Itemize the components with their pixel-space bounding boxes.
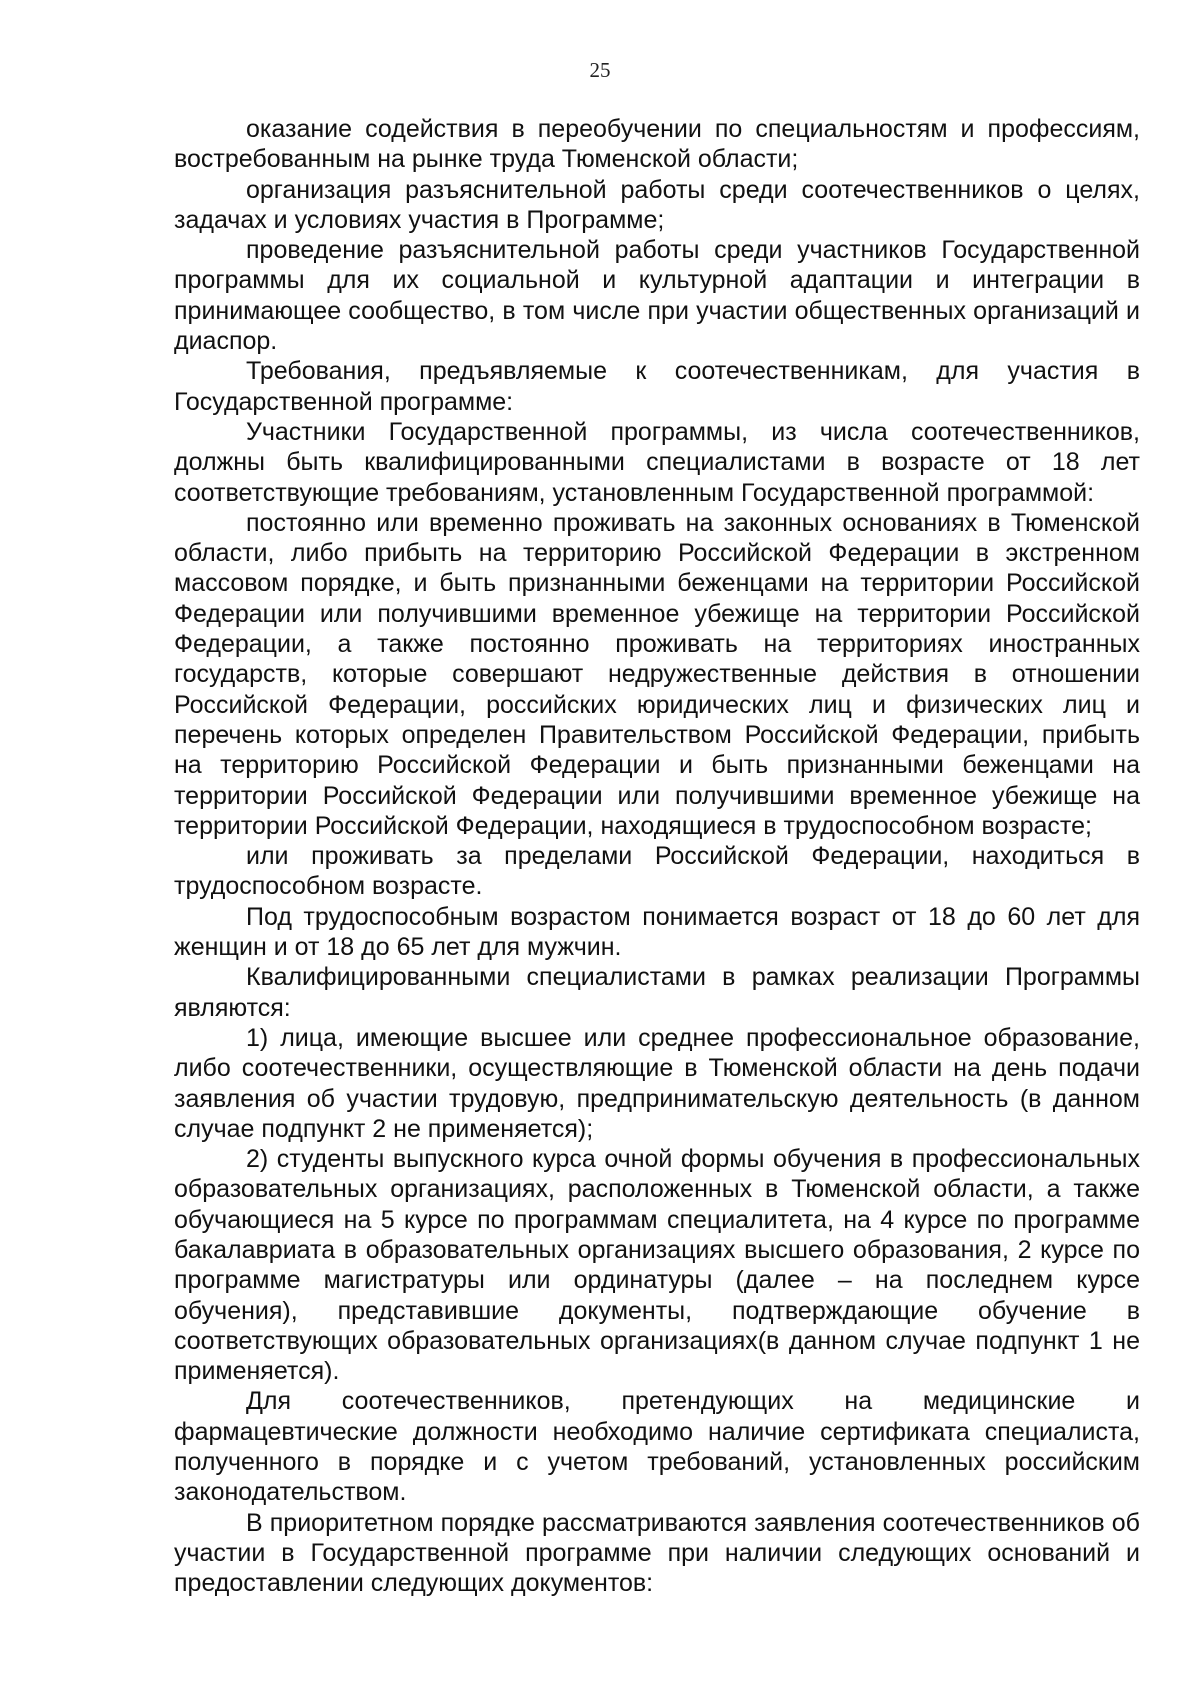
paragraph-requirements-heading: Требования, предъявляемые к соотечественникам, для участия в Государственной программе: bbox=[174, 357, 1140, 416]
paragraph-retraining-assistance: оказание содействия в переобучении по специальностям и профессиям, востребованным на рынке труда Тюменской области; bbox=[174, 115, 1140, 174]
document-body bbox=[174, 114, 1140, 1599]
paragraph-explanatory-work-compatriots: организация разъяснительной работы среди соотечественников о целях, задачах и условиях участия в Программе; bbox=[174, 175, 1140, 234]
paragraph-qualified-specialists-heading: Квалифицированными специалистами в рамках реализации Программы являются: bbox=[174, 963, 1140, 1022]
paragraph-medical-certificate: Для соотечественников, претендующих на медицинские и фармацевтические должности необходимо наличие сертификата специалиста, полученного в порядке и с учетом требований, установленных российским законодательством. bbox=[174, 1387, 1140, 1507]
paragraph-item-1: 1) лица, имеющие высшее или среднее профессиональное образование, либо соотечественники, осуществляющие в Тюменской области на день подачи заявления об участии трудовую, предпринимательскую деятельность (в данном случае подпункт 2 не применяется); bbox=[174, 1023, 1140, 1143]
paragraph-residence-conditions: постоянно или временно проживать на законных основаниях в Тюменской области, либо прибыть на территорию Российской Федерации в экстренном массовом порядке, и быть признанными беженцами на территории Российской Федерации или получившими временное убежище на территории Российской Федерации, а также постоянно проживать на территориях иностранных государств, которые совершают недружественные действия в отношении Российской Федерации, российских юридических лиц и физических лиц и перечень которых определен Правительством Российской Федерации, прибыть на территорию Российской Федерации и быть признанными беженцами на территории Российской Федерации или получившими временное убежище на территории Российской Федерации, находящиеся в трудоспособном возрасте; bbox=[174, 508, 1140, 840]
paragraph-priority-consideration: В приоритетном порядке рассматриваются заявления соотечественников об участии в Государственной программе при наличии следующих оснований и предоставлении следующих документов: bbox=[174, 1508, 1140, 1598]
paragraph-residence-abroad: или проживать за пределами Российской Федерации, находиться в трудоспособном возрасте. bbox=[174, 842, 1140, 901]
paragraph-participants-qualification: Участники Государственной программы, из числа соотечественников, должны быть квалифицированными специалистами в возрасте от 18 лет соответствующие требованиям, установленным Государственной программой: bbox=[174, 417, 1140, 507]
paragraph-item-2: 2) студенты выпускного курса очной формы обучения в профессиональных образовательных организациях, расположенных в Тюменской области, а также обучающиеся на 5 курсе по программам специалитета, на 4 курсе по программе бакалавриата в образовательных организациях высшего образования, 2 курсе по программе магистратуры или ординатуры (далее – на последнем курсе обучения), представившие документы, подтверждающие обучение в соответствующих образовательных организациях(в данном случае подпункт 1 не применяется). bbox=[174, 1145, 1140, 1386]
paragraph-explanatory-work-participants: проведение разъяснительной работы среди участников Государственной программы для их социальной и культурной адаптации и интеграции в принимающее сообщество, в том числе при участии общественных организаций и диаспор. bbox=[174, 236, 1140, 356]
paragraph-working-age: Под трудоспособным возрастом понимается возраст от 18 до 60 лет для женщин и от 18 до 65 лет для мужчин. bbox=[174, 902, 1140, 962]
page-number: 25 bbox=[589, 58, 611, 82]
